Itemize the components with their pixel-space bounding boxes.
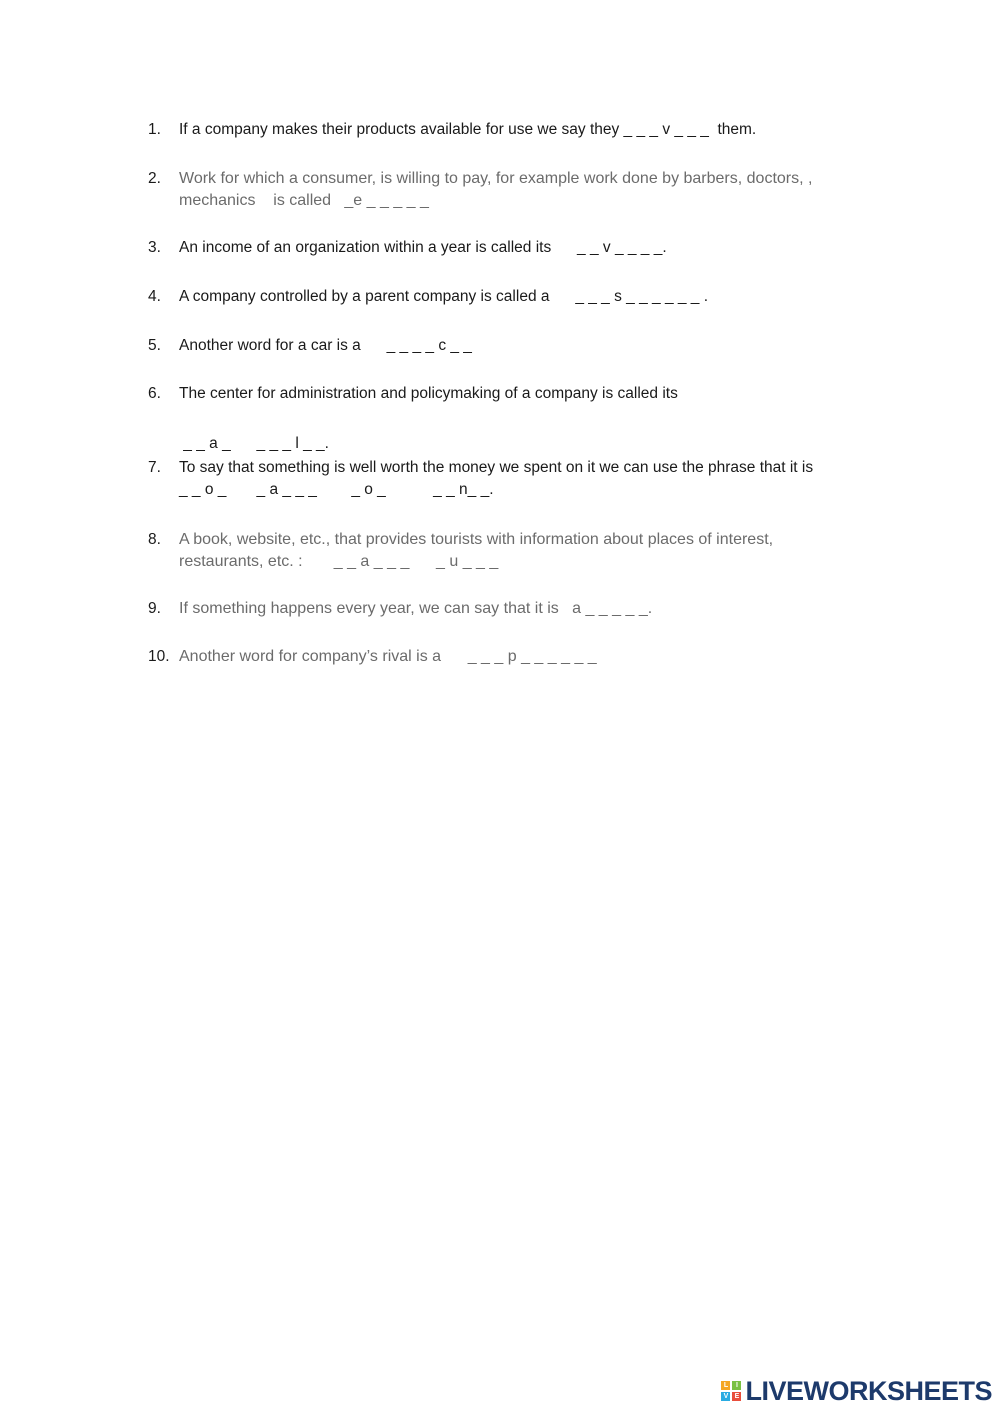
question-7 [148, 457, 888, 501]
question-text-line-2: mechanics is called _e _ _ _ _ _ [179, 192, 429, 209]
question-8 [148, 529, 888, 573]
question-text-line-2: _ _ o _ _ a _ _ _ _ o _ _ _ n_ _. [179, 481, 494, 498]
logo-letter: I [732, 1381, 741, 1390]
logo-letter: V [721, 1392, 730, 1401]
question-text: An income of an organization within a year is called its _ _ v _ _ _ _. [179, 239, 667, 256]
question-number: 7. [148, 459, 161, 476]
question-2 [148, 168, 888, 212]
question-number: 3. [148, 239, 161, 256]
question-text: The center for administration and policymaking of a company is called its [179, 385, 678, 402]
question-text-line-2: restaurants, etc. : _ _ a _ _ _ _ u _ _ _ [179, 553, 499, 570]
question-text: Another word for a car is a _ _ _ _ c _ _ [179, 337, 472, 354]
liveworksheets-logo-icon [721, 1381, 741, 1401]
logo-letter: L [721, 1381, 730, 1390]
question-text: Another word for company’s rival is a _ _ _ p _ _ _ _ _ _ [179, 648, 597, 665]
question-3 [148, 237, 888, 259]
question-number: 10. [148, 648, 170, 665]
question-4 [148, 286, 888, 308]
logo-letter: E [732, 1392, 741, 1401]
question-number: 4. [148, 288, 161, 305]
question-10 [148, 646, 888, 668]
question-text: Work for which a consumer, is willing to pay, for example work done by barbers, doctors, , [179, 170, 813, 187]
question-6 [148, 383, 888, 405]
question-number: 8. [148, 531, 161, 548]
question-text: To say that something is well worth the money we spent on it we can use the phrase that it is [179, 459, 814, 476]
question-text: A company controlled by a parent company is called a _ _ _ s _ _ _ _ _ _ . [179, 288, 709, 305]
question-9 [148, 598, 888, 620]
question-number: 5. [148, 337, 161, 354]
question-number: 9. [148, 600, 161, 617]
question-number: 2. [148, 170, 161, 187]
question-5 [148, 335, 888, 357]
question-number: 6. [148, 385, 161, 402]
question-text: If a company makes their products available for use we say they _ _ _ v _ _ _ them. [179, 121, 757, 138]
question-text: A book, website, etc., that provides tourists with information about places of interest, [179, 531, 774, 548]
question-6-answer-blanks: _ _ a _ _ _ _ l _ _. [179, 435, 329, 452]
question-1 [148, 119, 888, 141]
question-text: If something happens every year, we can say that it is a _ _ _ _ _. [179, 600, 653, 617]
logo-text: LIVEWORKSHEETS [745, 1375, 992, 1406]
question-number: 1. [148, 121, 161, 138]
liveworksheets-logo [721, 1377, 992, 1405]
